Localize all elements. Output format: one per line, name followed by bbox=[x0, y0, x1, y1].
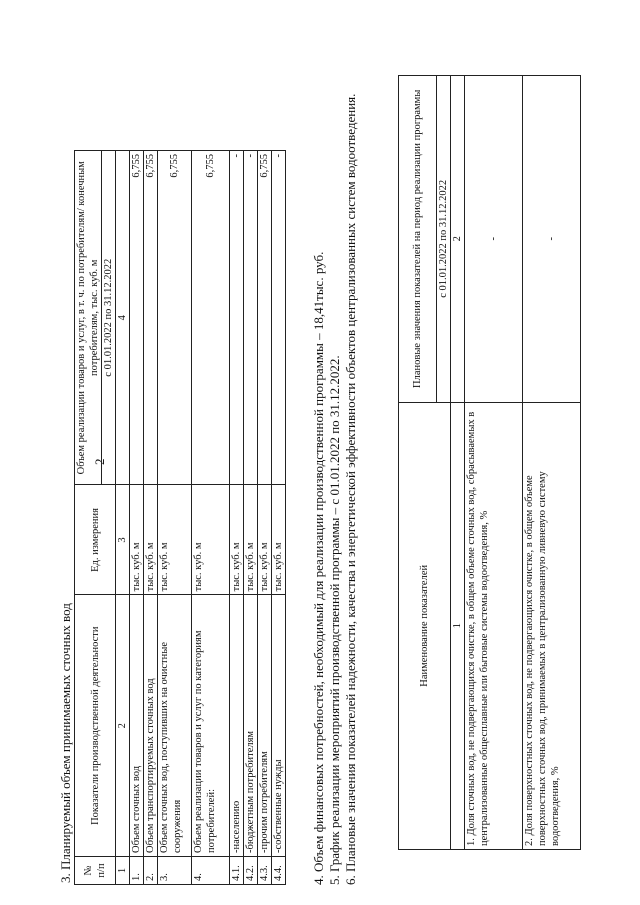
row-num: 4.4. bbox=[272, 857, 286, 885]
table-row bbox=[144, 151, 158, 885]
row-value: - bbox=[244, 151, 258, 486]
header-period: с 01.01.2022 по 31.12.2022 bbox=[102, 151, 116, 486]
paragraph-4-financial-needs: 4. Объем финансовых потребностей, необходимый для реализации производственной программы – 18,41тыс. руб. bbox=[311, 251, 326, 885]
table-row bbox=[158, 151, 192, 885]
header-volume: Объем реализации товаров и услуг, в т. ч. по потребителям/ конечным потребителям, тыс. куб. м bbox=[75, 151, 102, 486]
row-num: 2. bbox=[144, 857, 158, 885]
paragraph-5-schedule: 5. График реализации мероприятий производственной программы – с 01.01.2022 по 31.12.2022. bbox=[327, 355, 342, 885]
row-indicator: Объем сточных вод, поступивших на очистные сооружения bbox=[158, 595, 192, 857]
row-indicator: -бюджетным потребителям bbox=[244, 595, 258, 857]
row-indicator: -прочим потребителям bbox=[258, 595, 272, 857]
indicator-value: - bbox=[465, 76, 523, 403]
row-indicator: -населению bbox=[230, 595, 244, 857]
col-number: 3 bbox=[116, 485, 130, 595]
row-num: 1. bbox=[130, 857, 144, 885]
row-value: 6,755 bbox=[130, 151, 144, 486]
indicator-name: 2. Доля поверхностных сточных вод, не подвергающихся очистке, в общем объеме поверхностных сточных вод, принимаемых в централизованную ливневую систему водоотведения, % bbox=[523, 402, 581, 849]
row-num: 4.3. bbox=[258, 857, 272, 885]
row-unit: тыс. куб. м bbox=[130, 485, 144, 595]
indicator-value: - bbox=[523, 76, 581, 403]
col-number: 2 bbox=[451, 76, 465, 403]
row-value: 6,755 bbox=[258, 151, 272, 486]
header-indicator-name: Наименование показателей bbox=[399, 402, 451, 849]
table-row bbox=[465, 76, 523, 850]
planned-indicators-table bbox=[398, 75, 581, 850]
row-unit: тыс. куб. м bbox=[272, 485, 286, 595]
row-indicator: Объем транспортируемых сточных вод bbox=[144, 595, 158, 857]
table-row bbox=[258, 151, 272, 885]
table-row bbox=[272, 151, 286, 885]
table-row bbox=[523, 76, 581, 850]
column-number-row bbox=[451, 76, 465, 850]
row-value: 6,755 bbox=[144, 151, 158, 486]
row-value: - bbox=[272, 151, 286, 486]
table-header-row bbox=[399, 76, 437, 850]
row-num: 4.1. bbox=[230, 857, 244, 885]
col-number: 1 bbox=[451, 402, 465, 849]
col-number: 2 bbox=[116, 595, 130, 857]
col-number: 1 bbox=[116, 857, 130, 885]
row-unit: тыс. куб. м bbox=[144, 485, 158, 595]
paragraph-6-planned-indicators: 6. Плановые значения показателей надежности, качества и энергетической эффективности объектов централизованных систем водоотведения. bbox=[343, 93, 358, 885]
row-num: 3. bbox=[158, 857, 192, 885]
wastewater-volume-table bbox=[74, 150, 286, 885]
header-unit: Ед. измерения bbox=[75, 485, 116, 595]
row-num: 4. bbox=[192, 857, 230, 885]
indicator-name: 1. Доля сточных вод, не подвергающихся очистке, в общем объеме сточных вод, сбрасываемых в централизованные общесплавные или бытовые системы водоотведения, % bbox=[465, 402, 523, 849]
table-header-row bbox=[75, 151, 102, 885]
table-row bbox=[130, 151, 144, 885]
header-num: № п/п bbox=[75, 857, 116, 885]
section-3-title: 3. Планируемый объем принимаемых сточных вод bbox=[58, 603, 73, 883]
header-indicator: Показатели производственной деятельности bbox=[75, 595, 116, 857]
row-value: 6,755 bbox=[192, 151, 230, 486]
row-unit: тыс. куб. м bbox=[230, 485, 244, 595]
column-number-row bbox=[116, 151, 130, 885]
row-value: - bbox=[230, 151, 244, 486]
row-indicator: -собственные нужды bbox=[272, 595, 286, 857]
row-unit: тыс. куб. м bbox=[258, 485, 272, 595]
header-period: с 01.01.2022 по 31.12.2022 bbox=[437, 76, 451, 403]
row-unit: тыс. куб. м bbox=[192, 485, 230, 595]
row-num: 4.2. bbox=[244, 857, 258, 885]
row-unit: тыс. куб. м bbox=[158, 485, 192, 595]
row-value: 6,755 bbox=[158, 151, 192, 486]
row-indicator: Объем реализации товаров и услуг по категориям потребителей: bbox=[192, 595, 230, 857]
row-indicator: Объем сточных вод bbox=[130, 595, 144, 857]
table-row bbox=[230, 151, 244, 885]
table-row bbox=[244, 151, 258, 885]
table-row bbox=[192, 151, 230, 885]
row-unit: тыс. куб. м bbox=[244, 485, 258, 595]
col-number: 4 bbox=[116, 151, 130, 486]
header-plan-values: Плановые значения показателей на период реализации программы bbox=[399, 76, 437, 403]
page-number: 2 bbox=[92, 458, 107, 465]
